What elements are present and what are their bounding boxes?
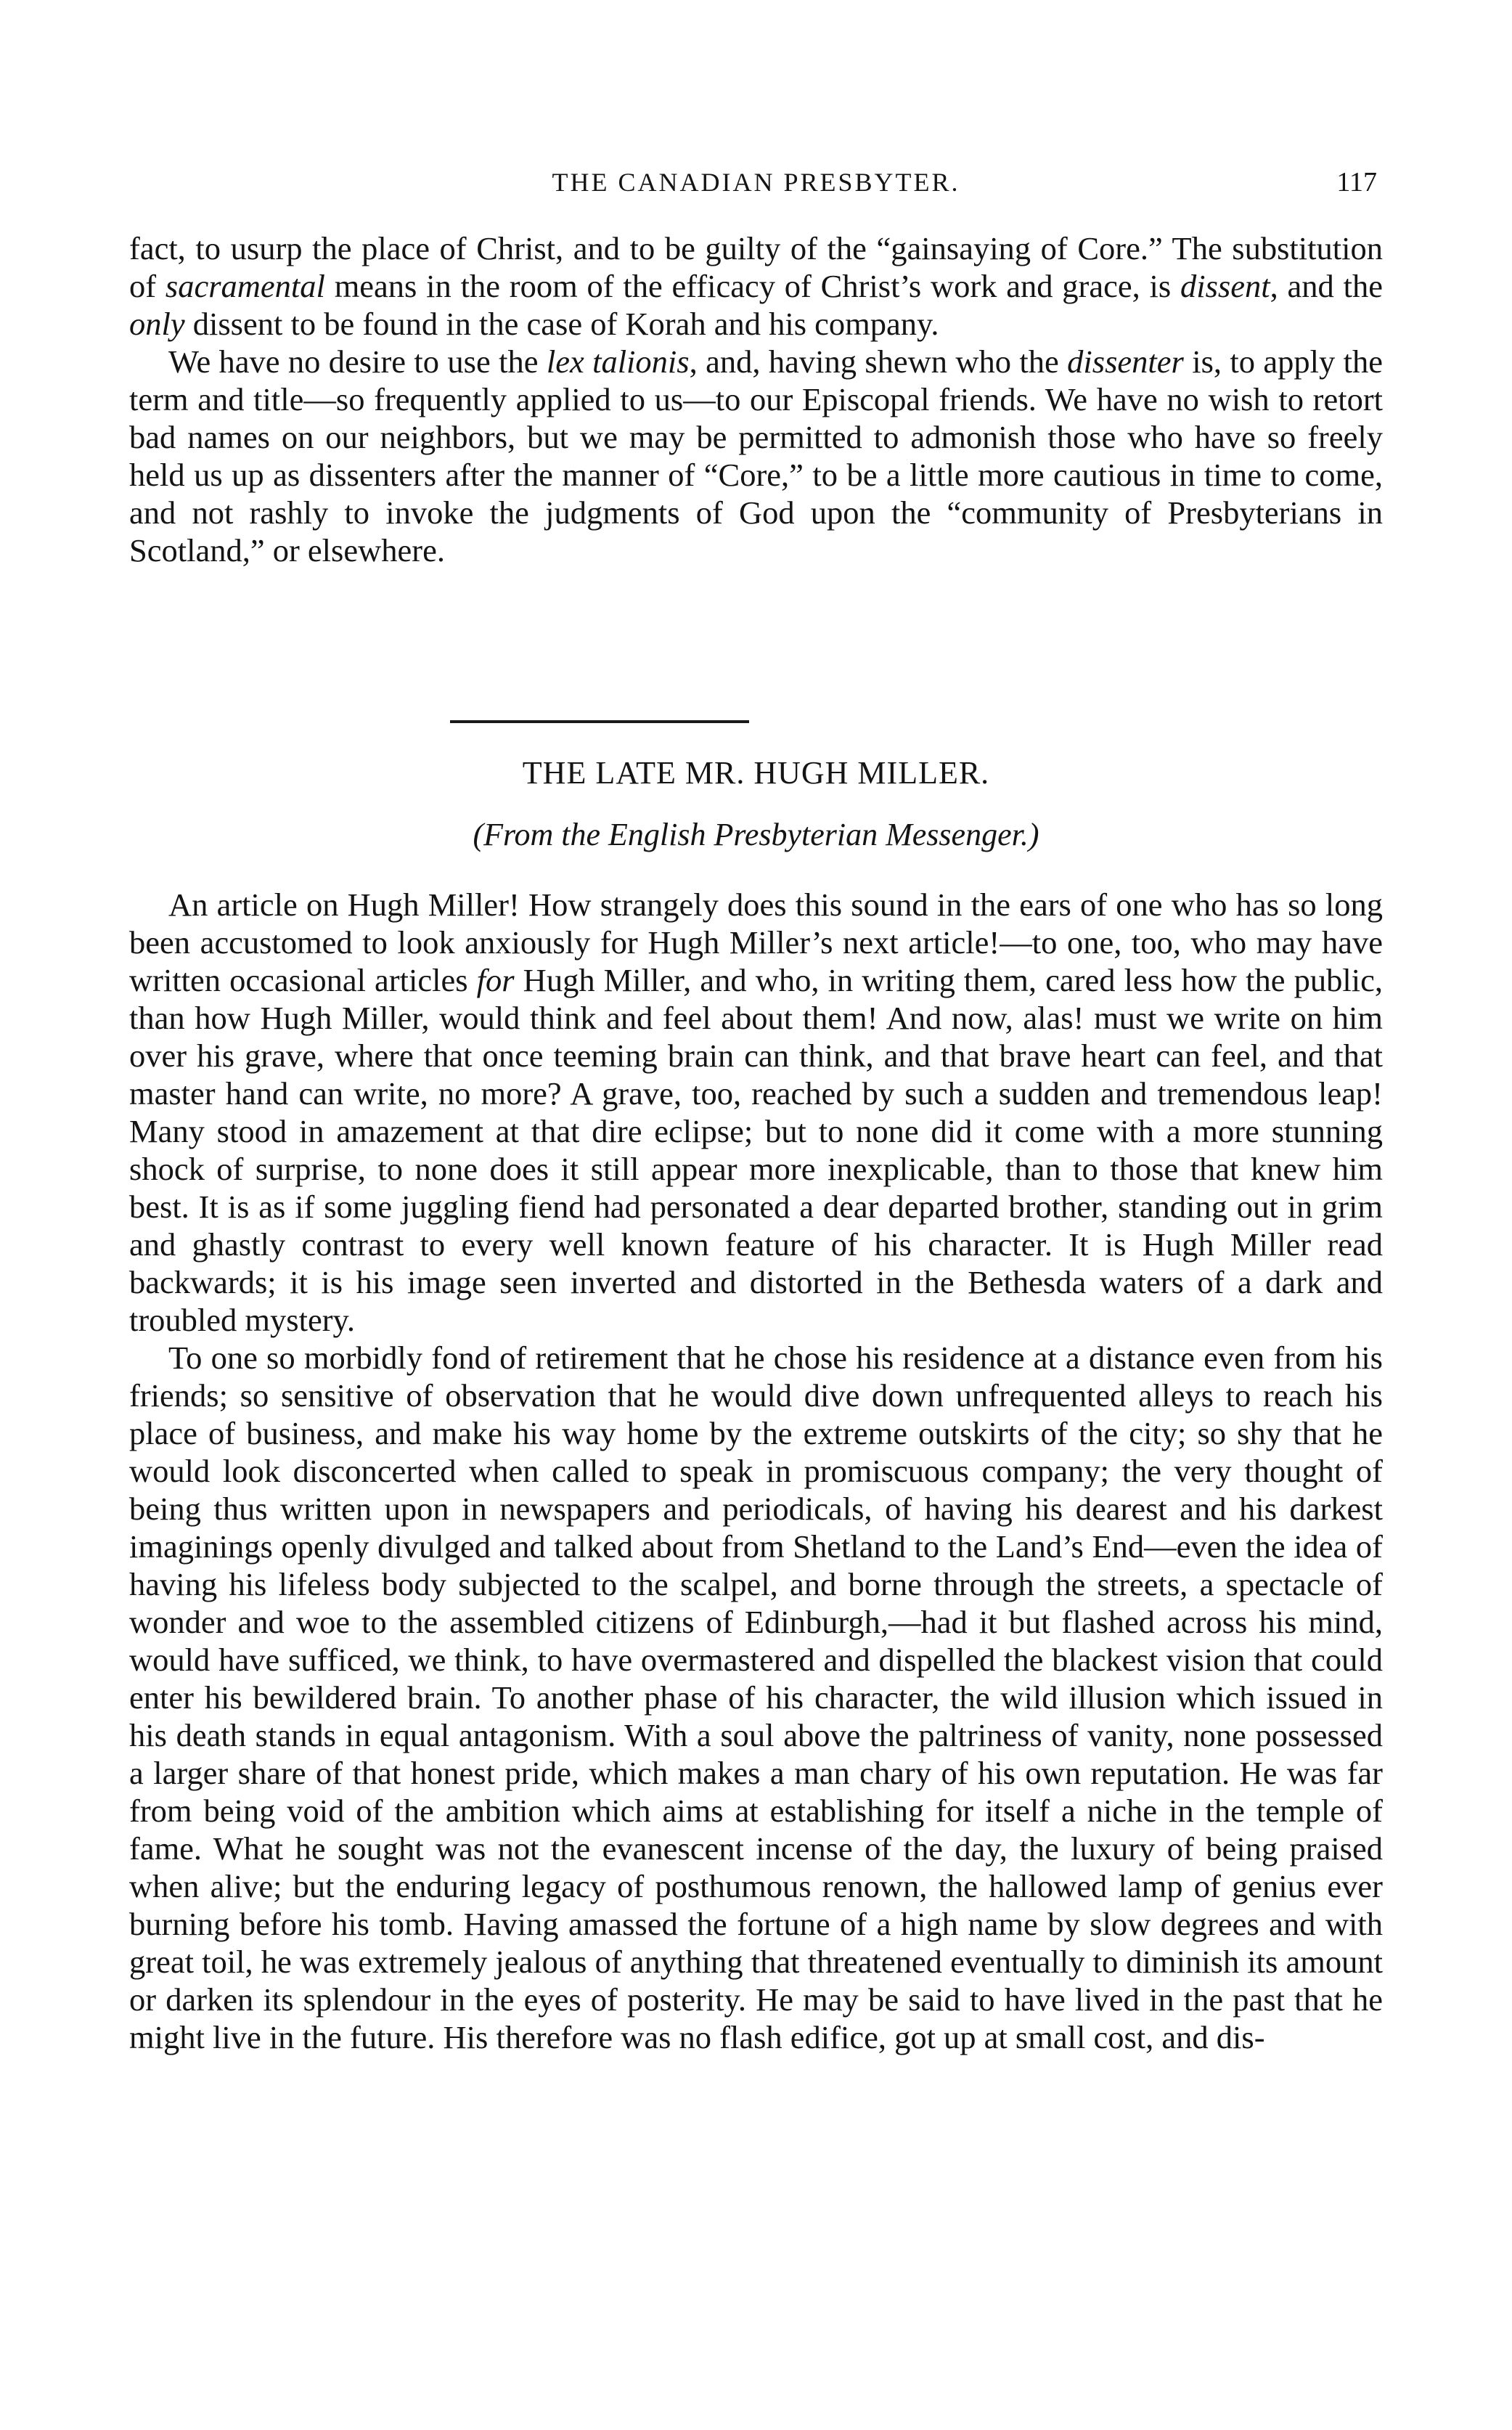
text-run: Hugh Miller, and who, in writing them, cared less how the public, than how Hugh Miller, would think and feel about them! And now, alas! must we write on him over his grave, where that once teeming brain can think, and that brave heart can feel, and that master hand can write, no more? A grave, too, reached by such a sudden and tremendous leap! Many stood in amazement at that dire eclipse; but to none did it come with a more stunning shock of surprise, to none does it still appear more inexplicable, than to those that knew him best. It is as if some juggling fiend had personated a dear departed brother, standing out in grim and ghastly contrast to every well known feature of his character. It is Hugh Miller read backwards; it is his image seen inverted and distorted in the Bethesda waters of a dark and troubled mystery.	[129, 962, 1383, 1338]
page-number: 117	[1336, 167, 1377, 197]
paragraph	[129, 886, 1383, 1339]
article-body	[129, 886, 1383, 2056]
paragraph	[129, 343, 1383, 569]
paragraph: To one so morbidly fond of retirement that he chose his residence at a distance even from his friends; so sensitive of observation that he would dive down unfrequented alleys to reach his place of business, and make his way home by the extreme outskirts of the city; so shy that he would look disconcerted when called to speak in promiscuous company; the very thought of being thus written upon in newspapers and periodicals, of having his dearest and his darkest imaginings openly divulged and talked about from Shetland to the Land’s End—even the idea of having his lifeless body subjected to the scalpel, and borne through the streets, a spectacle of wonder and woe to the assembled citizens of Edinburgh,—had it but flashed across his mind, would have sufficed, we think, to have overmastered and dispelled the blackest vision that could enter his bewildered brain. To another phase of his character, the wild illusion which issued in his death stands in equal antagonism. With a soul above the paltriness of vanity, none possessed a larger share of that honest pride, which makes a man chary of his own reputation. He was far from being void of the ambition which aims at establishing for itself a niche in the temple of fame. What he sought was not the evanescent incense of the day, the luxury of being praised when alive; but the enduring legacy of posthumous renown, the hallowed lamp of genius ever burning before his tomb. Having amassed the fortune of a high name by slow degrees and with great toil, he was extremely jealous of anything that threatened eventually to diminish its amount or darken its splendour in the eyes of posterity. He may be said to have lived in the past that he might live in the future. His therefore was no flash edifice, got up at small cost, and dis-	[129, 1340, 1383, 2055]
text-run: We have no desire to use the	[168, 343, 547, 380]
text-run: , and the	[1270, 268, 1383, 304]
italic-run: sacramental	[165, 268, 325, 304]
text-run: dissent to be found in the case of Korah and his company.	[184, 306, 939, 342]
text-run: fact, to usurp the place of Christ, and to be guilty of the “gainsaying of Core.” The substitution of	[129, 230, 1383, 304]
running-head	[0, 164, 1512, 200]
italic-run: lex talionis	[546, 343, 690, 380]
italic-run: for	[476, 962, 515, 998]
continued-text	[129, 229, 1383, 569]
italic-run: dissenter	[1067, 343, 1184, 380]
text-run: , and, having shewn who the	[689, 343, 1068, 380]
article-title: THE LATE MR. HUGH MILLER.	[522, 755, 990, 791]
running-title: THE CANADIAN PRESBYTER.	[552, 168, 960, 197]
section-divider	[450, 720, 749, 723]
italic-run: only	[129, 306, 185, 342]
paragraph	[129, 229, 1383, 343]
article-source: (From the English Presbyterian Messenger.)	[473, 817, 1039, 852]
text-run: is, to apply the term and title—so frequently applied to us—to our Episcopal friends. We have no wish to retort bad names on our neighbors, but we may be permitted to admonish those who have so freely held us up as dissenters after the manner of “Core,” to be a little more cautious in time to come, and not rashly to invoke the judgments of God upon the “community of Presbyterians in Scotland,” or elsewhere.	[129, 343, 1383, 568]
text-run: means in the room of the efficacy of Christ’s work and grace, is	[324, 268, 1180, 304]
italic-run: dissent	[1180, 268, 1270, 304]
text-run: An article on Hugh Miller! How strangely does this sound in the ears of one who has so long been accustomed to look anxiously for Hugh Miller’s next article!—to one, too, who may have written occasional articles	[129, 886, 1383, 998]
